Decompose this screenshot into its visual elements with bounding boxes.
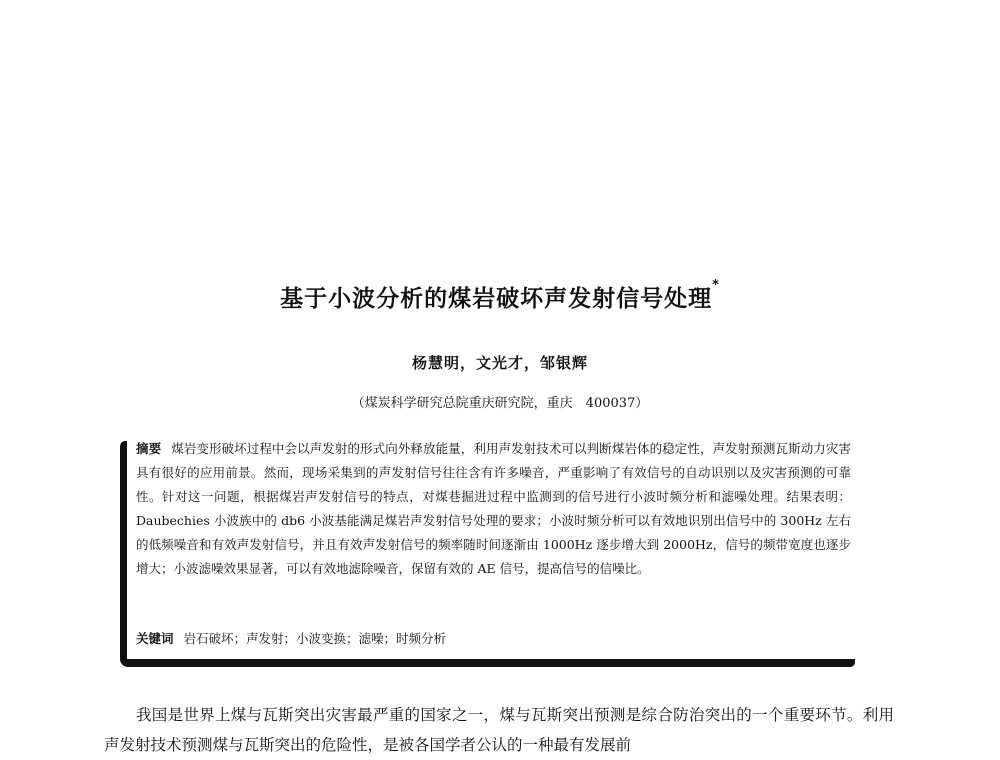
body-paragraph: 我国是世界上煤与瓦斯突出灾害最严重的国家之一，煤与瓦斯突出预测是综合防治突出的一个重要环节。利用声发射技术预测煤与瓦斯突出的危险性，是被各国学者公认的一种最有发展前 [104, 706, 894, 754]
abstract-frame-left [120, 441, 127, 665]
title-text: 基于小波分析的煤岩破坏声发射信号处理 [280, 286, 713, 312]
abstract [136, 437, 851, 581]
abstract-body: 煤岩变形破坏过程中会以声发射的形式向外释放能量，利用声发射技术可以判断煤岩体的稳定性，声发射预测瓦斯动力灾害具有很好的应用前景。然而，现场采集到的声发射信号往往含有许多噪音，严重影响了有效信号的自动识别以及灾害预测的可靠性。针对这一问题，根据煤岩声发射信号的特点，对煤巷掘进过程中监测到的信号进行小波时频分析和滤噪处理。结果表明：Daubechies 小波族中的 db6 小波基能满足煤岩声发射信号处理的要求；小波时频分析可以有效地识别出信号中的 300Hz 左右的低频噪音和有效声发射信号，并且有效声发射信号的频率随时间逐渐由 1000Hz 逐步增大到 2000Hz，信号的频带宽度也逐步增大；小波滤噪效果显著，可以有效地滤除噪音，保留有效的 AE 信号，提高信号的信噪比。 [136, 441, 851, 576]
body-text [104, 700, 894, 760]
keywords-body: 岩石破坏；声发射；小波变换；滤噪；时频分析 [183, 631, 447, 646]
affiliation: （煤炭科学研究总院重庆研究院，重庆 400037） [351, 396, 649, 411]
abstract-frame-bottom [120, 659, 855, 667]
authors: 杨慧明，文光才，邹银辉 [411, 354, 588, 372]
keywords [136, 629, 851, 647]
abstract-box [120, 437, 855, 667]
paper-title [0, 280, 1000, 313]
keywords-label: 关键词 [136, 631, 174, 646]
title-footnote-mark: * [712, 278, 720, 293]
abstract-label: 摘要 [136, 441, 162, 456]
